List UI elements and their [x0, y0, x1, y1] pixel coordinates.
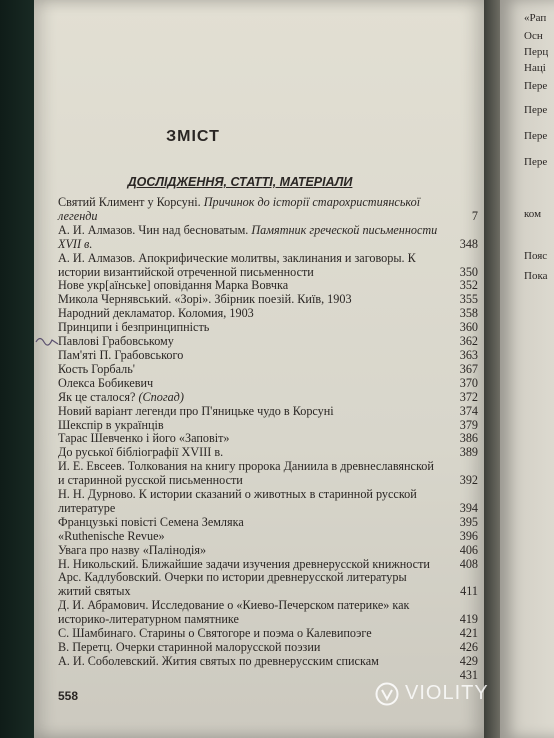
toc-entry-text: Святий Климент у Корсуні.: [58, 195, 204, 209]
toc-entry-text: Кость Горбаль': [58, 361, 135, 376]
toc-entry-title: [58, 307, 478, 321]
toc-entry-text: Народний декламатор. Коломия, 1903: [58, 306, 254, 321]
toc-entry: [58, 516, 478, 530]
section-title: ДОСЛІДЖЕННЯ, СТАТТІ, МАТЕРІАЛИ: [127, 175, 353, 189]
toc-entry-title: [58, 432, 478, 446]
toc-entry-page: 374: [459, 403, 478, 418]
toc-entry: [58, 419, 478, 433]
toc-entry: [58, 571, 478, 599]
toc-entry-text: Тарас Шевченко і його «Заповіт»: [58, 431, 230, 446]
toc-entry-title: [58, 627, 478, 641]
toc-entry: [58, 377, 478, 391]
toc-entry-page: 350: [459, 264, 478, 279]
adjacent-page-line: Осн: [524, 30, 543, 42]
toc-entry-text: Пам'яті П. Грабовського: [58, 347, 184, 362]
toc-entry-page: 7: [471, 208, 478, 223]
toc-entry-page: 352: [459, 278, 478, 293]
toc-entry: [58, 558, 478, 572]
toc-entry-text: Микола Чернявський. «Зорі». Збірник поезій. Київ, 1903: [58, 292, 352, 307]
toc-entry: [58, 641, 478, 655]
toc-entry: [58, 363, 478, 377]
toc-entry-title: [58, 335, 478, 349]
toc-entry-page: 396: [459, 528, 478, 543]
adjacent-page-line: Наці: [524, 62, 546, 74]
toc-entry: [58, 405, 478, 419]
toc-entry-title: [58, 599, 478, 627]
toc-entry-page: 358: [459, 306, 478, 321]
toc-entry-page: 408: [459, 556, 478, 571]
toc-entry-text: Шекспір в українців: [58, 417, 164, 432]
toc-entry-subtitle: Причинок до історії старохристиянської легенди: [58, 195, 421, 223]
toc-entry: [58, 446, 478, 460]
toc-entry: [58, 321, 478, 335]
toc-entry-text: А. И. Алмазов. Апокрифические молитвы, заклинания и заговоры. К истории византийской отреченной письменности: [58, 250, 416, 279]
toc-entry-page: 392: [459, 473, 478, 488]
adjacent-page-line: ком: [524, 208, 542, 220]
toc-entry-title: [58, 544, 478, 558]
toc-entry-title: [58, 224, 478, 252]
toc-entry-text: А. И. Соболевский. Жития святых по древнерусским спискам: [58, 653, 379, 668]
adjacent-page-line: Пояс: [524, 250, 548, 262]
toc-entry-title: [58, 252, 478, 280]
toc-entry-text: А. И. Алмазов. Чин над бесноватым.: [58, 222, 252, 237]
adjacent-page-line: Пере: [524, 104, 548, 116]
adjacent-page-line: «Рап: [524, 12, 547, 24]
violity-logo-icon: [375, 682, 399, 706]
toc-entry-page: 360: [459, 320, 478, 335]
toc-entry: [58, 224, 478, 252]
toc-entry-page: 367: [459, 361, 478, 376]
toc-entry-page: 386: [459, 431, 478, 446]
adjacent-page-line: Пере: [524, 130, 548, 142]
toc-entry: [58, 391, 478, 405]
toc-entry-text: «Ruthenische Revue»: [58, 528, 165, 543]
toc-entry-text: Увага про назву «Палінодія»: [58, 542, 207, 557]
toc-entry: [58, 335, 478, 349]
toc-entry-title: [58, 446, 478, 460]
toc-entry: [58, 349, 478, 363]
toc-entry-text: Новий варіант легенди про П'яницьке чудо в Корсуні: [58, 403, 334, 418]
toc-entry-page: 372: [459, 389, 478, 404]
pen-mark-icon: [34, 332, 62, 352]
toc-entry-subtitle: Памятник греческой письменности XVII в.: [58, 222, 438, 251]
toc-entry-page: 431: [459, 667, 478, 682]
toc-entry: [58, 530, 478, 544]
toc-entry-page: 363: [459, 347, 478, 362]
toc-entry-page: 389: [459, 445, 478, 460]
page-number: 558: [58, 689, 79, 703]
toc-entry-text: Як це сталося?: [58, 389, 139, 404]
toc-entry-text: Принципи і безпринципність: [58, 320, 210, 335]
toc-entry: [58, 196, 478, 224]
toc-entry-text: С. Шамбинаго. Старины о Святогоре и поэма о Калевипоэге: [58, 626, 372, 641]
toc-entry-text: Н. Никольский. Ближайшие задачи изучения древнерусской книжности: [58, 556, 430, 571]
toc-entry-subtitle: (Спогад): [138, 389, 184, 404]
toc-entry-text: И. Е. Евсеев. Толкования на книгу пророка Даниила в древнеславянской и старинной русской письменности: [58, 459, 434, 488]
toc-entry-text: Олекса Бобикевич: [58, 375, 154, 390]
toc-entry: [58, 627, 478, 641]
toc-entry-page: 426: [459, 640, 478, 654]
toc-entry-title: [58, 391, 478, 405]
toc-entry-title: [58, 530, 478, 544]
adjacent-page-line: Пере: [524, 156, 548, 168]
toc-entry-text: Н. Н. Дурново. К истории сказаний о животных в старинной русской литературе: [58, 487, 417, 515]
toc-entry-title: [58, 488, 478, 516]
toc-entry-page: 429: [459, 653, 478, 668]
adjacent-page-line: Пока: [524, 270, 548, 282]
toc-entry-text: Нове укр[аїнське] оповідання Марка Вовчка: [58, 278, 289, 293]
toc-entry-page: 379: [459, 417, 478, 432]
adjacent-page-line: Пере: [524, 80, 548, 92]
toc-entry-title: [58, 293, 478, 307]
toc-entry-page: 362: [459, 334, 478, 349]
toc-entry-title: [58, 655, 478, 669]
toc-entry-page: 419: [459, 612, 478, 627]
watermark-text: VIOLITY: [405, 682, 489, 704]
table-of-contents: [58, 196, 478, 683]
toc-entry-title: [58, 321, 478, 335]
toc-entry: [58, 307, 478, 321]
toc-entry: [58, 279, 478, 293]
toc-entry-text: В. Перетц. Очерки старинной малорусской поэзии: [58, 640, 321, 654]
toc-entry-page: 355: [459, 292, 478, 307]
toc-entry-title: [58, 419, 478, 433]
toc-entry-title: [58, 377, 478, 391]
adjacent-page-line: Перц: [524, 46, 549, 58]
toc-entry-title: [58, 571, 478, 599]
toc-entry-title: [58, 460, 478, 488]
toc-entry-page: 395: [459, 514, 478, 529]
toc-entry-text: До руської бібліографії XVIII в.: [58, 445, 224, 460]
toc-entry: [58, 432, 478, 446]
toc-entry-title: [58, 349, 478, 363]
page-title: ЗМІСТ: [166, 128, 220, 145]
toc-entry: [58, 599, 478, 627]
toc-entry-title: [58, 641, 478, 655]
toc-entry-title: [58, 363, 478, 377]
toc-entry-title: [58, 558, 478, 572]
toc-entry: [58, 460, 478, 488]
toc-entry: [58, 293, 478, 307]
toc-entry-title: [58, 279, 478, 293]
toc-entry-title: [58, 196, 478, 224]
toc-entry-page: 394: [459, 500, 478, 515]
toc-entry-page: 370: [459, 375, 478, 390]
book-spine-gap: [484, 0, 500, 738]
toc-entry: [58, 252, 478, 280]
toc-entry-page: 348: [459, 236, 478, 251]
toc-entry: [58, 488, 478, 516]
watermark: [375, 680, 554, 710]
toc-entry: [58, 544, 478, 558]
toc-entry-text: Арс. Кадлубовский. Очерки по истории древнерусской литературы житий святых: [58, 570, 407, 599]
toc-entry-page: 411: [460, 584, 478, 599]
toc-entry: [58, 655, 478, 669]
toc-entry-title: [58, 405, 478, 419]
toc-entry-text: Д. И. Абрамович. Исследование о «Киево-Печерском патерике» как историко-литературном памятнике: [58, 598, 410, 627]
toc-entry-page: 421: [459, 626, 478, 641]
toc-entry-title: [58, 516, 478, 530]
toc-entry-text: Французькі повісті Семена Земляка: [58, 514, 244, 529]
toc-entry-text: Павлові Грабовському: [58, 334, 174, 349]
toc-entry-page: 406: [459, 542, 478, 557]
